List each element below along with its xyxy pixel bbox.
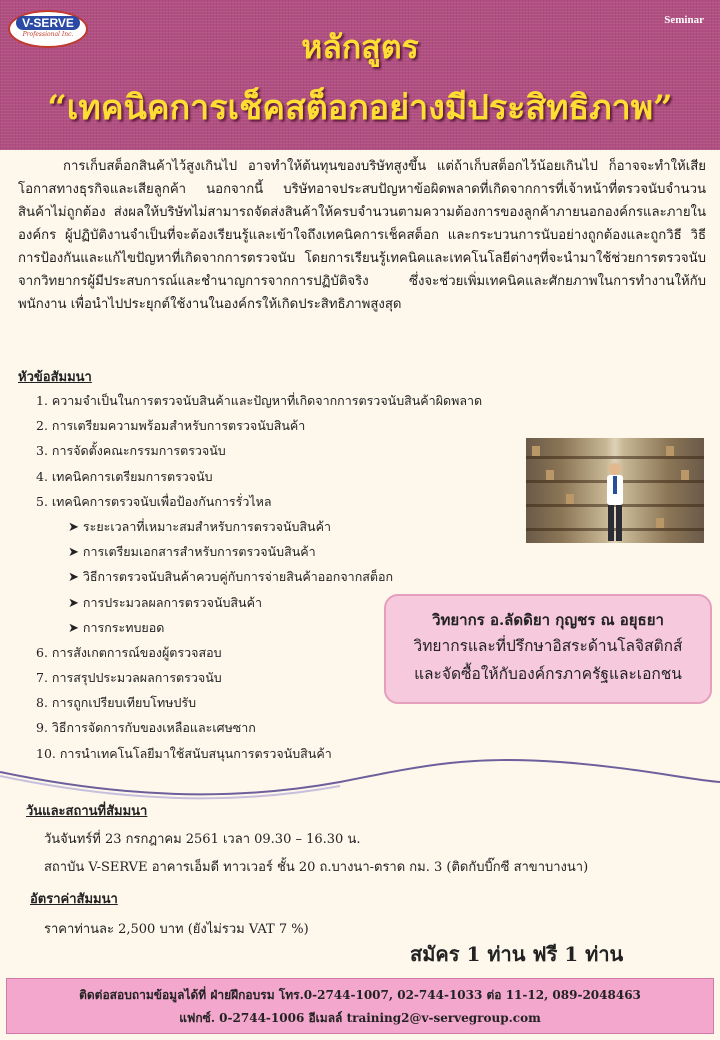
subtopic-label: ระยะเวลาที่เหมาะสมสำหรับการตรวจนับสินค้า: [82, 518, 331, 534]
topics-list: [20, 388, 482, 766]
promo-text: สมัคร 1 ท่าน ฟรี 1 ท่าน: [410, 942, 624, 966]
course-title: “เทคนิคการเช็คสต็อกอย่างมีประสิทธิภาพ”: [47, 88, 673, 128]
logo-tagline: Professional Inc.: [22, 31, 74, 38]
subtopic-label: การเตรียมเอกสารสำหรับการตรวจนับสินค้า: [82, 544, 316, 560]
arrow-bullet-icon: ➤: [68, 570, 79, 586]
topic-item: 10. การนำเทคโนโลยีมาใช้สนับสนุนการตรวจนับสินค้า: [36, 745, 332, 761]
arrow-bullet-icon: ➤: [68, 595, 79, 611]
contact-footer: [6, 978, 714, 1034]
seminar-price: ราคาท่านละ 2,500 บาท (ยังไม่รวม VAT 7 %): [44, 922, 309, 937]
speaker-name: วิทยากร อ.ลัดดิยา กุญชร ณ อยุธยา: [432, 611, 664, 629]
arrow-bullet-icon: ➤: [68, 620, 79, 636]
contact-phone: ติดต่อสอบถามข้อมูลได้ที่ ฝ่ายฝึกอบรม โทร.0-2744-1007, 02-744-1033 ต่อ 11-12, 089-2048463: [79, 988, 641, 1002]
arrow-bullet-icon: ➤: [68, 519, 79, 535]
course-label: หลักสูตร: [301, 28, 419, 66]
topic-item: 8. การถูกเปรียบเทียบโทษปรับ: [36, 695, 197, 711]
seminar-date: วันจันทร์ที่ 23 กรกฎาคม 2561 เวลา 09.30 – 16.30 น.: [44, 832, 361, 847]
topic-item: 3. การจัดตั้งคณะกรรมการตรวจนับ: [36, 443, 226, 459]
topic-item: 6. การสังเกตการณ์ของผู้ตรวจสอบ: [36, 644, 222, 660]
speaker-role-line1: วิทยากรและที่ปรึกษาอิสระด้านโลจิสติกส์: [413, 637, 683, 655]
speaker-box: [384, 594, 712, 704]
topic-item: 2. การเตรียมความพร้อมสำหรับการตรวจนับสินค้า: [36, 418, 306, 434]
subtopic-item: [20, 514, 482, 539]
header-banner: [0, 0, 720, 150]
topic-item: 5. เทคนิคการตรวจนับเพื่อป้องกันการรั่วไหล: [36, 493, 272, 509]
person-figure-icon: [604, 462, 626, 543]
topic-item: 1. ความจำเป็นในการตรวจนับสินค้าและปัญหาที่เกิดจากการตรวจนับสินค้าผิดพลาด: [36, 393, 483, 408]
contact-fax-email: แฟกซ์. 0-2744-1006 อีเมลล์ training2@v-servegroup.com: [179, 1011, 541, 1025]
intro-paragraph: การเก็บสต็อกสินค้าไว้สูงเกินไป อาจทำให้ต้นทุนของบริษัทสูงขึ้น แต่ถ้าเก็บสต็อกไว้น้อยเกินไป ก็อาจจะทำให้เสียโอกาสทางธุรกิจและเสียลูกค้า นอกจากนี้ บริษัทอาจประสบปัญหาข้อผิดพลาดที่เกิดจากการที่เจ้าหน้าที่ตรวจนับจำนวนสินค้าไม่ถูกต้อง ส่งผลให้บริษัทไม่สามารถจัดส่งสินค้าให้ครบจำนวนตามความต้องการของลูกค้าภายนอกองค์กรและภายในองค์กร ผู้ปฏิบัติงานจำเป็นที่จะต้องเรียนรู้และเข้าใจถึงเทคนิคการเช็คสต็อก และกระบวนการนับอย่างถูกต้องและถูกวิธี วิธีการป้องกันและแก้ไขปัญหาที่เกิดจากการตรวจนับ โดยการเรียนรู้เทคนิคและเทคโนโลยีต่างๆที่จะนำมาใช้ช่วยการตรวจนับจากวิทยากรผู้มีประสบการณ์และชำนาญการจากการปฏิบัติจริง ซึ่งจะช่วยเพิ่มเทคนิคและศักยภาพในการทำงานให้กับพนักงาน เพื่อนำไปประยุกต์ใช้งานในองค์กรให้เกิดประสิทธิภาพสูงสุด: [18, 159, 706, 312]
seminar-tag: Seminar: [664, 14, 704, 26]
subtopic-label: การกระทบยอด: [82, 619, 165, 635]
warehouse-photo: [526, 438, 704, 543]
speaker-role-line2: และจัดซื้อให้กับองค์กรภาครัฐและเอกชน: [414, 665, 682, 683]
seminar-place: สถาบัน V-SERVE อาคารเอ็มดี ทาวเวอร์ ชั้น 20 ถ.บางนา-ตราด กม. 3 (ติดกับบิ๊กซี สาขาบางนา): [44, 860, 589, 875]
fee-heading: อัตราค่าสัมมนา: [30, 892, 118, 907]
venue-heading: วันและสถานที่สัมมนา: [26, 804, 148, 819]
topic-item: 4. เทคนิคการเตรียมการตรวจนับ: [36, 468, 213, 484]
subtopic-item: [20, 564, 482, 589]
subtopic-label: วิธีการตรวจนับสินค้าควบคู่กับการจ่ายสินค้าออกจากสต็อก: [82, 569, 394, 585]
topic-item: 9. วิธีการจัดการกับของเหลือและเศษซาก: [36, 720, 256, 736]
logo-brand: V-SERVE: [16, 16, 80, 30]
topic-item: 7. การสรุปประมวลผลการตรวจนับ: [36, 670, 222, 686]
subtopic-label: การประมวลผลการตรวจนับสินค้า: [82, 594, 262, 610]
topics-heading: หัวข้อสัมมนา: [18, 370, 92, 385]
subtopic-item: [20, 539, 482, 564]
arrow-bullet-icon: ➤: [68, 545, 79, 561]
